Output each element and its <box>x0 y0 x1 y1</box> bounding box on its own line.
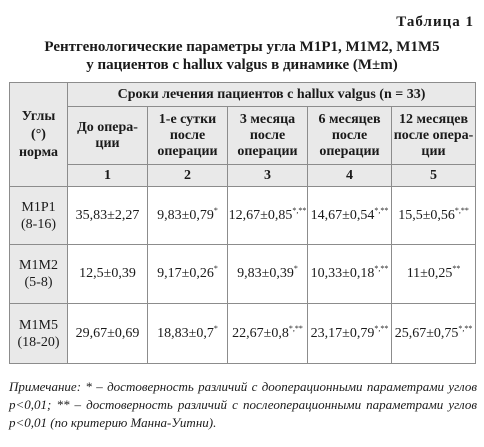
table-cell: 35,83±2,27 <box>68 187 148 245</box>
table-cell: 11±0,25** <box>392 245 476 304</box>
table-cell: 12,67±0,85*,** <box>228 187 308 245</box>
column-index: 4 <box>308 165 392 187</box>
table-cell: 10,33±0,18*,** <box>308 245 392 304</box>
row-header: M1M2 (5-8) <box>10 245 68 304</box>
column-index: 3 <box>228 165 308 187</box>
caption-line-1: Рентгенологические параметры угла M1P1, M1M2, M1M5 <box>44 39 440 55</box>
column-header: 1-е сутки после операции <box>148 107 228 165</box>
data-table <box>9 82 476 364</box>
header-treatment-period: Сроки лечения пациентов с hallux valgus (n = 33) <box>68 83 476 107</box>
table-footnote: Примечание: * – достоверность различий с дооперационными параметрами углов p<0,01; ** – достоверность различий с послеоперационными параметрами углов p<0,01 (по критерию Манна-Уитни). <box>9 379 477 430</box>
table-row <box>10 245 476 304</box>
row-header: M1M5 (18-20) <box>10 304 68 364</box>
table-cell: 9,83±0,39* <box>228 245 308 304</box>
table-cell: 23,17±0,79*,** <box>308 304 392 364</box>
column-header: 12 месяцев после опера- ции <box>392 107 476 165</box>
table-cell: 25,67±0,75*,** <box>392 304 476 364</box>
header-angles: Углы (°) норма <box>10 83 68 187</box>
table-cell: 9,17±0,26* <box>148 245 228 304</box>
table-cell: 12,5±0,39 <box>68 245 148 304</box>
table-cell: 22,67±0,8*,** <box>228 304 308 364</box>
column-header: До опера- ции <box>68 107 148 165</box>
table-cell: 14,67±0,54*,** <box>308 187 392 245</box>
column-header: 3 месяца после операции <box>228 107 308 165</box>
table-cell: 9,83±0,79* <box>148 187 228 245</box>
table-cell: 18,83±0,7* <box>148 304 228 364</box>
table-number: Таблица 1 <box>396 14 474 30</box>
caption-line-2: у пациентов с hallux valgus в динамике (M±m) <box>86 57 398 73</box>
row-header: M1P1 (8-16) <box>10 187 68 245</box>
table-row <box>10 187 476 245</box>
table-cell: 15,5±0,56*,** <box>392 187 476 245</box>
column-index: 2 <box>148 165 228 187</box>
column-index: 5 <box>392 165 476 187</box>
column-header: 6 месяцев после операции <box>308 107 392 165</box>
table-row <box>10 304 476 364</box>
table-caption <box>0 38 484 74</box>
column-index: 1 <box>68 165 148 187</box>
table-cell: 29,67±0,69 <box>68 304 148 364</box>
